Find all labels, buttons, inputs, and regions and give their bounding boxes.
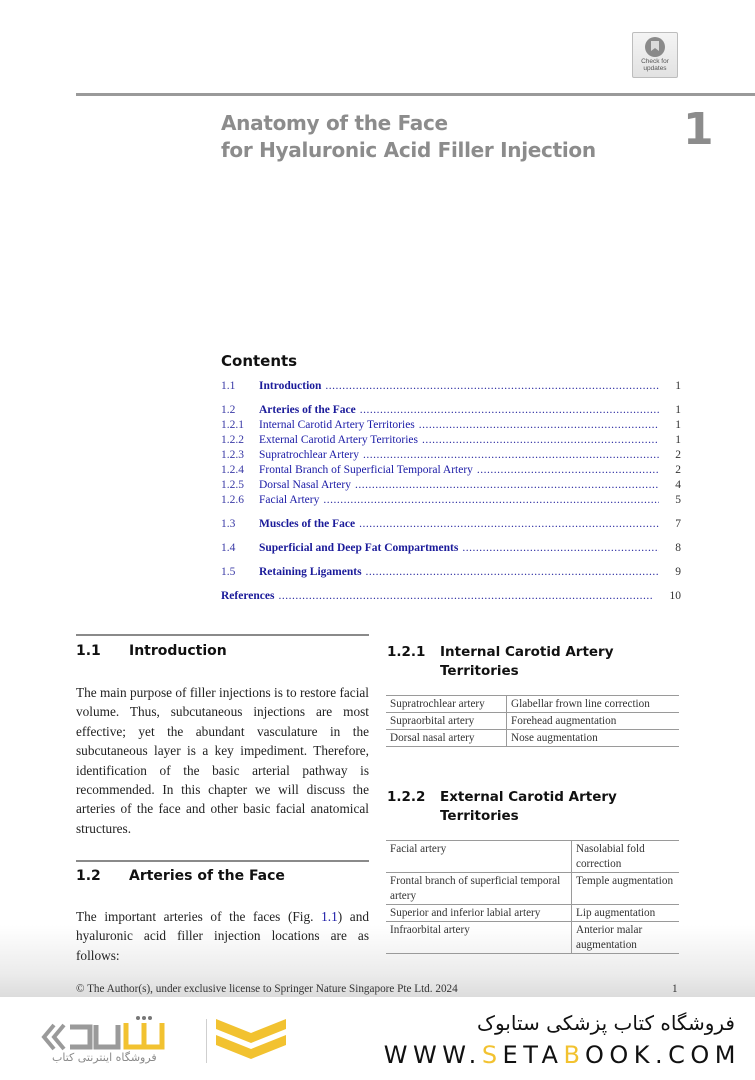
toc-leader-dots: [278, 589, 653, 604]
table-cell-indication: Lip augmentation: [572, 905, 680, 922]
chapter-title: [221, 110, 596, 164]
toc-entry-page: 7: [675, 518, 681, 530]
toc-entry[interactable]: [221, 565, 681, 580]
url-part: OOK.COM: [584, 1041, 741, 1069]
table-cell-indication: Nose augmentation: [507, 730, 680, 747]
check-for-updates-button[interactable]: [632, 32, 678, 78]
toc-entry-number: 1.2.6: [221, 494, 244, 506]
subsection-title: External Carotid Artery Territories: [440, 789, 617, 824]
table-cell-artery: Infraorbital artery: [386, 922, 572, 954]
toc-entry-number: 1.4: [221, 542, 236, 554]
toc-entry[interactable]: [221, 478, 681, 493]
toc-entry-label[interactable]: Muscles of the Face: [259, 518, 356, 530]
section-number: 1.1: [76, 643, 101, 659]
table-row: [386, 730, 679, 747]
toc-entry-page: 10: [669, 590, 681, 602]
toc-entry-page: 2: [675, 449, 681, 461]
url-highlight: B: [563, 1041, 585, 1069]
arteries-paragraph: [76, 907, 369, 965]
table-cell-indication: Anterior malar augmentation: [572, 922, 680, 954]
chapter-top-rule: [76, 93, 755, 96]
toc-entry-label[interactable]: Supratrochlear Artery: [259, 449, 359, 461]
section-title: Introduction: [129, 643, 227, 659]
toc-entry[interactable]: [221, 541, 681, 556]
toc-entry[interactable]: [221, 463, 681, 478]
page-number: 1: [672, 983, 678, 995]
bookmark-badge-icon: [645, 37, 665, 57]
toc-entry-page: 5: [675, 494, 681, 506]
table-row: [386, 922, 679, 954]
toc-entry-label[interactable]: Introduction: [259, 380, 322, 392]
external-carotid-table: [386, 840, 679, 954]
introduction-paragraph: The main purpose of filler injections is to restore facial volume. Thus, subcutaneous injections are most effective; yet the abundant vasculature in the subcutaneous layer is a key impediment. Therefore, identification of the basic arterial pathway is recommended. In this chapter we will discuss the arteries of the face and other basic facial anatomical structures.: [76, 685, 369, 836]
logo-separator: [206, 1019, 207, 1063]
url-highlight: S: [481, 1041, 503, 1069]
table-cell-artery: Frontal branch of superficial temporal artery: [386, 873, 572, 905]
toc-leader-dots: [477, 463, 659, 478]
subsection-number: 1.2.2: [387, 789, 426, 805]
toc-entry-number: 1.2: [221, 404, 236, 416]
toc-entry-number: 1.2.5: [221, 479, 244, 491]
chapter-number: 1: [683, 104, 714, 155]
toc-leader-dots: [462, 541, 659, 556]
paragraph-text: The important arteries of the faces (Fig.: [76, 909, 322, 924]
toc-entry-label[interactable]: Arteries of the Face: [259, 404, 356, 416]
chapter-title-line-2: for Hyaluronic Acid Filler Injection: [221, 138, 596, 162]
section-rule: [76, 860, 369, 862]
toc-entry-label[interactable]: Superficial and Deep Fat Compartments: [259, 542, 459, 554]
toc-entry-page: 1: [675, 404, 681, 416]
section-heading-introduction: [76, 642, 227, 661]
toc-entry[interactable]: [221, 448, 681, 463]
toc-entry-page: 8: [675, 542, 681, 554]
toc-entry-number: 1.2.4: [221, 464, 244, 476]
toc-entry[interactable]: [221, 418, 681, 433]
toc-entry-label[interactable]: Frontal Branch of Superficial Temporal Artery: [259, 464, 473, 476]
toc-entry-page: 4: [675, 479, 681, 491]
toc-entry[interactable]: [221, 517, 681, 532]
toc-entry-number: 1.2.2: [221, 434, 244, 446]
table-cell-indication: Glabellar frown line correction: [507, 696, 680, 713]
toc-leader-dots: [366, 565, 659, 580]
toc-entry-number: 1.5: [221, 566, 236, 578]
toc-entry-number: 1.2.1: [221, 419, 244, 431]
toc-entry-label[interactable]: Internal Carotid Artery Territories: [259, 419, 415, 431]
toc-entry[interactable]: [221, 379, 681, 394]
table-row: [386, 713, 679, 730]
section-number: 1.2: [76, 868, 101, 884]
url-part: ETA: [502, 1041, 564, 1069]
table-cell-artery: Superior and inferior labial artery: [386, 905, 572, 922]
toc-entry-page: 9: [675, 566, 681, 578]
logo-subtitle: فروشگاه اینترنتی کتاب: [52, 1051, 157, 1064]
toc-entry-label[interactable]: Facial Artery: [259, 494, 320, 506]
table-cell-artery: Supraorbital artery: [386, 713, 507, 730]
table-row: [386, 841, 679, 873]
toc-entry-references[interactable]: [221, 589, 681, 604]
subsection-title: Internal Carotid Artery Territories: [440, 644, 614, 679]
toc-leader-dots: [325, 379, 659, 394]
table-of-contents: [221, 379, 681, 604]
toc-leader-dots: [323, 493, 659, 508]
url-part: WWW.: [383, 1041, 482, 1069]
toc-entry-page: 1: [675, 419, 681, 431]
table-cell-indication: Forehead augmentation: [507, 713, 680, 730]
toc-leader-dots: [355, 478, 659, 493]
toc-leader-dots: [422, 433, 659, 448]
section-title: Arteries of the Face: [129, 868, 285, 884]
toc-entry-page: 1: [675, 434, 681, 446]
toc-entry-page: 1: [675, 380, 681, 392]
chevron-emblem-icon: [216, 1019, 286, 1063]
internal-carotid-table: [386, 695, 679, 747]
subsection-heading-internal-carotid: [387, 643, 687, 681]
paragraph-text: ) and hyaluronic acid filler injection locations are as follows:: [76, 909, 370, 963]
toc-entry-label[interactable]: References: [221, 590, 275, 602]
toc-entry-label[interactable]: External Carotid Artery Territories: [259, 434, 418, 446]
subsection-number: 1.2.1: [387, 644, 426, 660]
toc-entry[interactable]: [221, 433, 681, 448]
section-rule: [76, 634, 369, 636]
toc-entry[interactable]: [221, 403, 681, 418]
toc-entry-number: 1.1: [221, 380, 236, 392]
toc-entry[interactable]: [221, 493, 681, 508]
toc-entry-number: 1.2.3: [221, 449, 244, 461]
table-cell-indication: Temple augmentation: [572, 873, 680, 905]
chapter-title-line-1: Anatomy of the Face: [221, 111, 448, 135]
table-cell-indication: Nasolabial fold correction: [572, 841, 680, 873]
toc-leader-dots: [360, 403, 659, 418]
subsection-heading-external-carotid: [387, 788, 687, 826]
toc-entry-label[interactable]: Dorsal Nasal Artery: [259, 479, 351, 491]
check-updates-label-1: Check for: [641, 58, 669, 65]
store-name: فروشگاه کتاب پزشکی ستابوک: [477, 1011, 735, 1035]
table-cell-artery: Facial artery: [386, 841, 572, 873]
toc-entry-label[interactable]: Retaining Ligaments: [259, 566, 362, 578]
copyright-footer: © The Author(s), under exclusive license to Springer Nature Singapore Pte Ltd. 2024: [76, 983, 458, 995]
store-url[interactable]: [384, 1041, 741, 1069]
toc-entry-page: 2: [675, 464, 681, 476]
section-heading-arteries: [76, 867, 285, 886]
table-cell-artery: Supratrochlear artery: [386, 696, 507, 713]
contents-heading: Contents: [221, 352, 298, 370]
table-row: [386, 873, 679, 905]
toc-leader-dots: [359, 517, 659, 532]
table-cell-artery: Dorsal nasal artery: [386, 730, 507, 747]
table-row: [386, 696, 679, 713]
toc-leader-dots: [419, 418, 659, 433]
setabook-watermark-banner: [0, 997, 755, 1080]
table-row: [386, 905, 679, 922]
check-updates-label-2: updates: [643, 65, 667, 72]
toc-leader-dots: [363, 448, 659, 463]
figure-link[interactable]: 1.1: [321, 909, 338, 924]
toc-entry-number: 1.3: [221, 518, 236, 530]
